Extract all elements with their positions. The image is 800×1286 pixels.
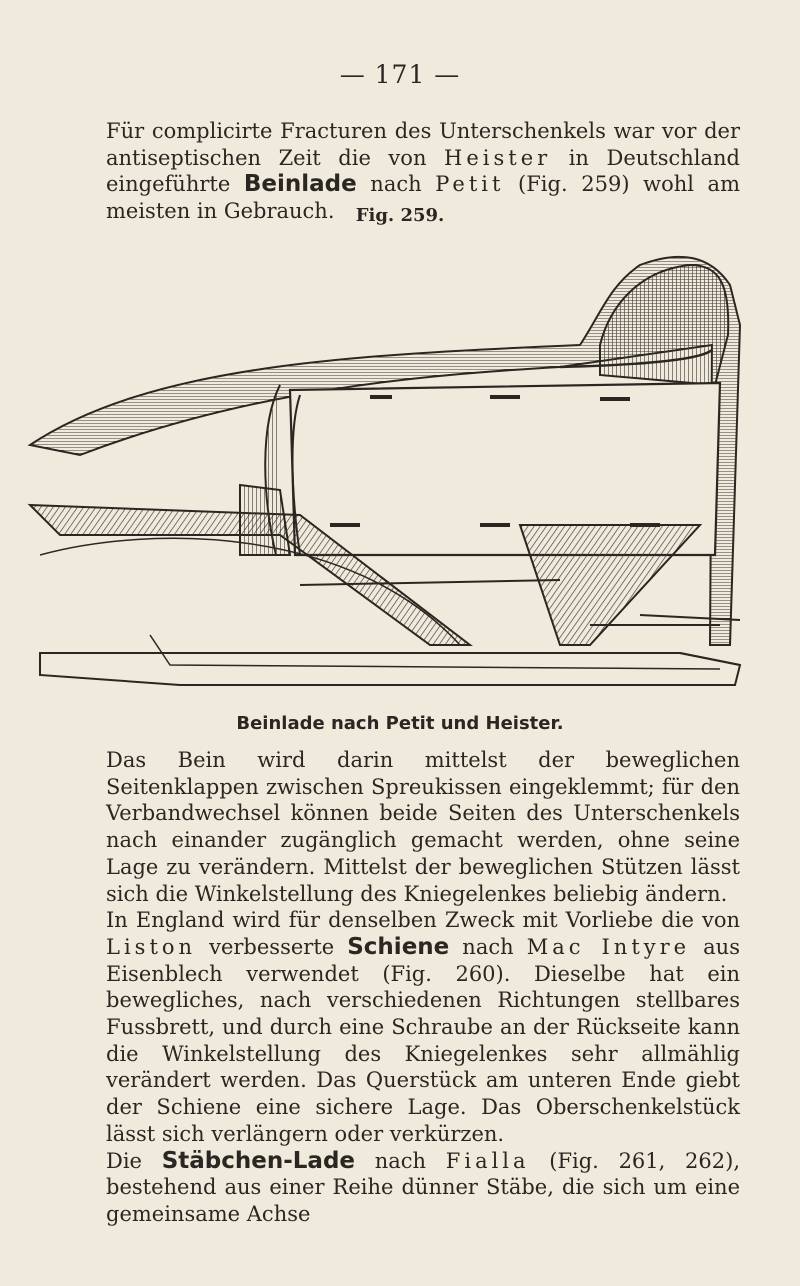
paragraph-3: Die Stäbchen-Lade nach Fialla (Fig. 261, 262), bestehend aus einer Reihe dünner Stäbe, die sich um eine gemeinsame Achse — [106, 1147, 740, 1226]
body-text — [56, 747, 740, 1228]
page-number: — 171 — — [339, 60, 461, 89]
figure-label: Fig. 259. — [355, 205, 445, 226]
paragraph-2: In England wird für denselben Zweck mit Vorliebe die von Liston verbesserte Schiene nach Mac Intyre aus Eisenblech verwendet (Fig. 260). Dieselbe hat ein bewegliches, nach verschiedenen Richtungen stellbares Fussbrett, und durch eine Schraube an der Rückseite kann die Winkelstellung des Kniegelenkes sehr allmählig verändert werden. Das Querstück am unteren Ende giebt der Schiene eine sichere Lage. Das Oberschenkelstück lässt sich verlängern oder verkürzen. — [106, 908, 740, 1146]
term-beinlade: Beinlade — [243, 171, 357, 198]
term-staebchen-lade: Stäbchen-Lade — [161, 1147, 356, 1174]
term-schiene: Schiene — [347, 933, 450, 960]
leg-splint-illustration — [0, 225, 800, 705]
intro-paragraph: Für complicirte Fracturen des Unterschenkels war vor der antiseptischen Zeit die von Heister in Deutschland eingeführte Beinlade nach Petit (Fig. 259) wohl am meisten in Gebrauch. — [106, 119, 740, 224]
figure-caption: Beinlade nach Petit und Heister. — [236, 713, 564, 734]
paragraph-1: Das Bein wird darin mittelst der beweglichen Seitenklappen zwischen Spreukissen eingeklemmt; für den Verbandwechsel können beide Seiten des Unterschenkels nach einander zugänglich gemacht werden, ohne seine Lage zu verändern. Mittelst der beweglichen Stützen lässt sich die Winkelstellung des Kniegelenkes beliebig ändern. — [106, 748, 740, 906]
